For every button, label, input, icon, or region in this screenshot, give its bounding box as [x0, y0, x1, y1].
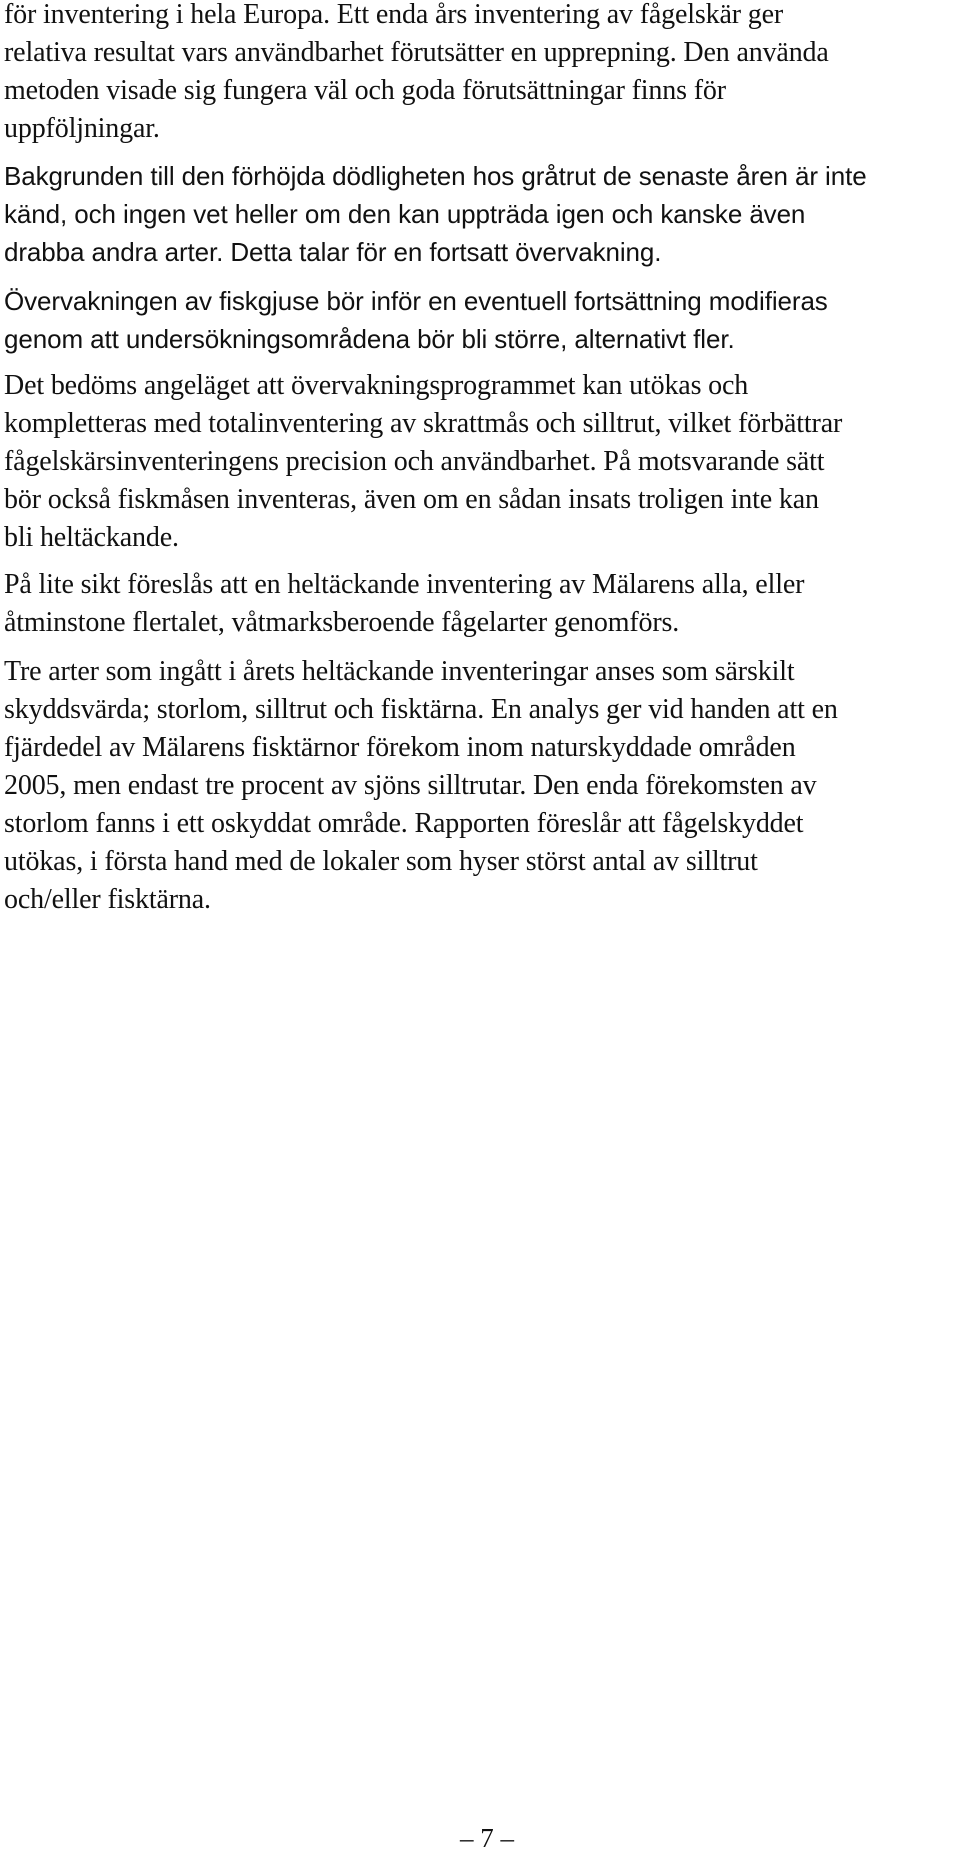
page-number: – 7 – — [460, 1823, 514, 1853]
text-line: relativa resultat vars användbarhet förutsätter en upprepning. Den använda — [4, 37, 829, 68]
text-line: åtminstone flertalet, våtmarksberoende fågelarter genomförs. — [4, 607, 680, 638]
text-line: känd, och ingen vet heller om den kan uppträda igen och kanske även — [4, 199, 806, 229]
text-line: utökas, i första hand med de lokaler som hyser störst antal av silltrut — [4, 846, 758, 877]
text-line: uppföljningar. — [4, 113, 160, 144]
text-line: fågelskärsinventeringens precision och användbarhet. På motsvarande sätt — [4, 446, 825, 477]
text-line: och/eller fisktärna. — [4, 884, 211, 915]
text-line: På lite sikt föreslås att en heltäckande inventering av Mälarens alla, eller — [4, 569, 805, 600]
text-line: fjärdedel av Mälarens fisktärnor förekom inom naturskyddade områden — [4, 732, 796, 763]
paragraph-protected-species — [4, 653, 838, 919]
text-line: metoden visade sig fungera väl och goda förutsättningar finns för — [4, 75, 726, 106]
text-line: bli heltäckande. — [4, 522, 179, 553]
text-line: drabba andra arter. Detta talar för en fortsatt övervakning. — [4, 237, 662, 267]
text-line: genom att undersökningsområdena bör bli större, alternativt fler. — [4, 324, 735, 354]
text-line: för inventering i hela Europa. Ett enda års inventering av fågelskär ger — [4, 0, 784, 30]
paragraph-malaren-wetland-birds — [4, 566, 804, 642]
paragraph-osprey-monitoring — [4, 282, 828, 358]
paragraph-herring-gull-mortality — [4, 157, 867, 271]
text-line: kompletteras med totalinventering av skrattmås och silltrut, vilket förbättrar — [4, 408, 843, 439]
text-line: 2005, men endast tre procent av sjöns silltrutar. Den enda förekomsten av — [4, 770, 817, 801]
text-line: skyddsvärda; storlom, silltrut och fisktärna. En analys ger vid handen att en — [4, 694, 838, 725]
text-line: storlom fanns i ett oskyddat område. Rapporten föreslår att fågelskyddet — [4, 808, 804, 839]
text-line: bör också fiskmåsen inventeras, även om en sådan insats troligen inte kan — [4, 484, 819, 515]
text-line: Det bedöms angeläget att övervakningsprogrammet kan utökas och — [4, 370, 749, 401]
text-line: Bakgrunden till den förhöjda dödligheten hos gråtrut de senaste åren är inte — [4, 161, 867, 191]
paragraph-program-expansion — [4, 367, 842, 557]
text-line: Tre arter som ingått i årets heltäckande inventeringar anses som särskilt — [4, 656, 795, 687]
text-line: Övervakningen av fiskgjuse bör inför en eventuell fortsättning modifieras — [4, 286, 828, 316]
paragraph-intro-continuation — [4, 0, 829, 148]
